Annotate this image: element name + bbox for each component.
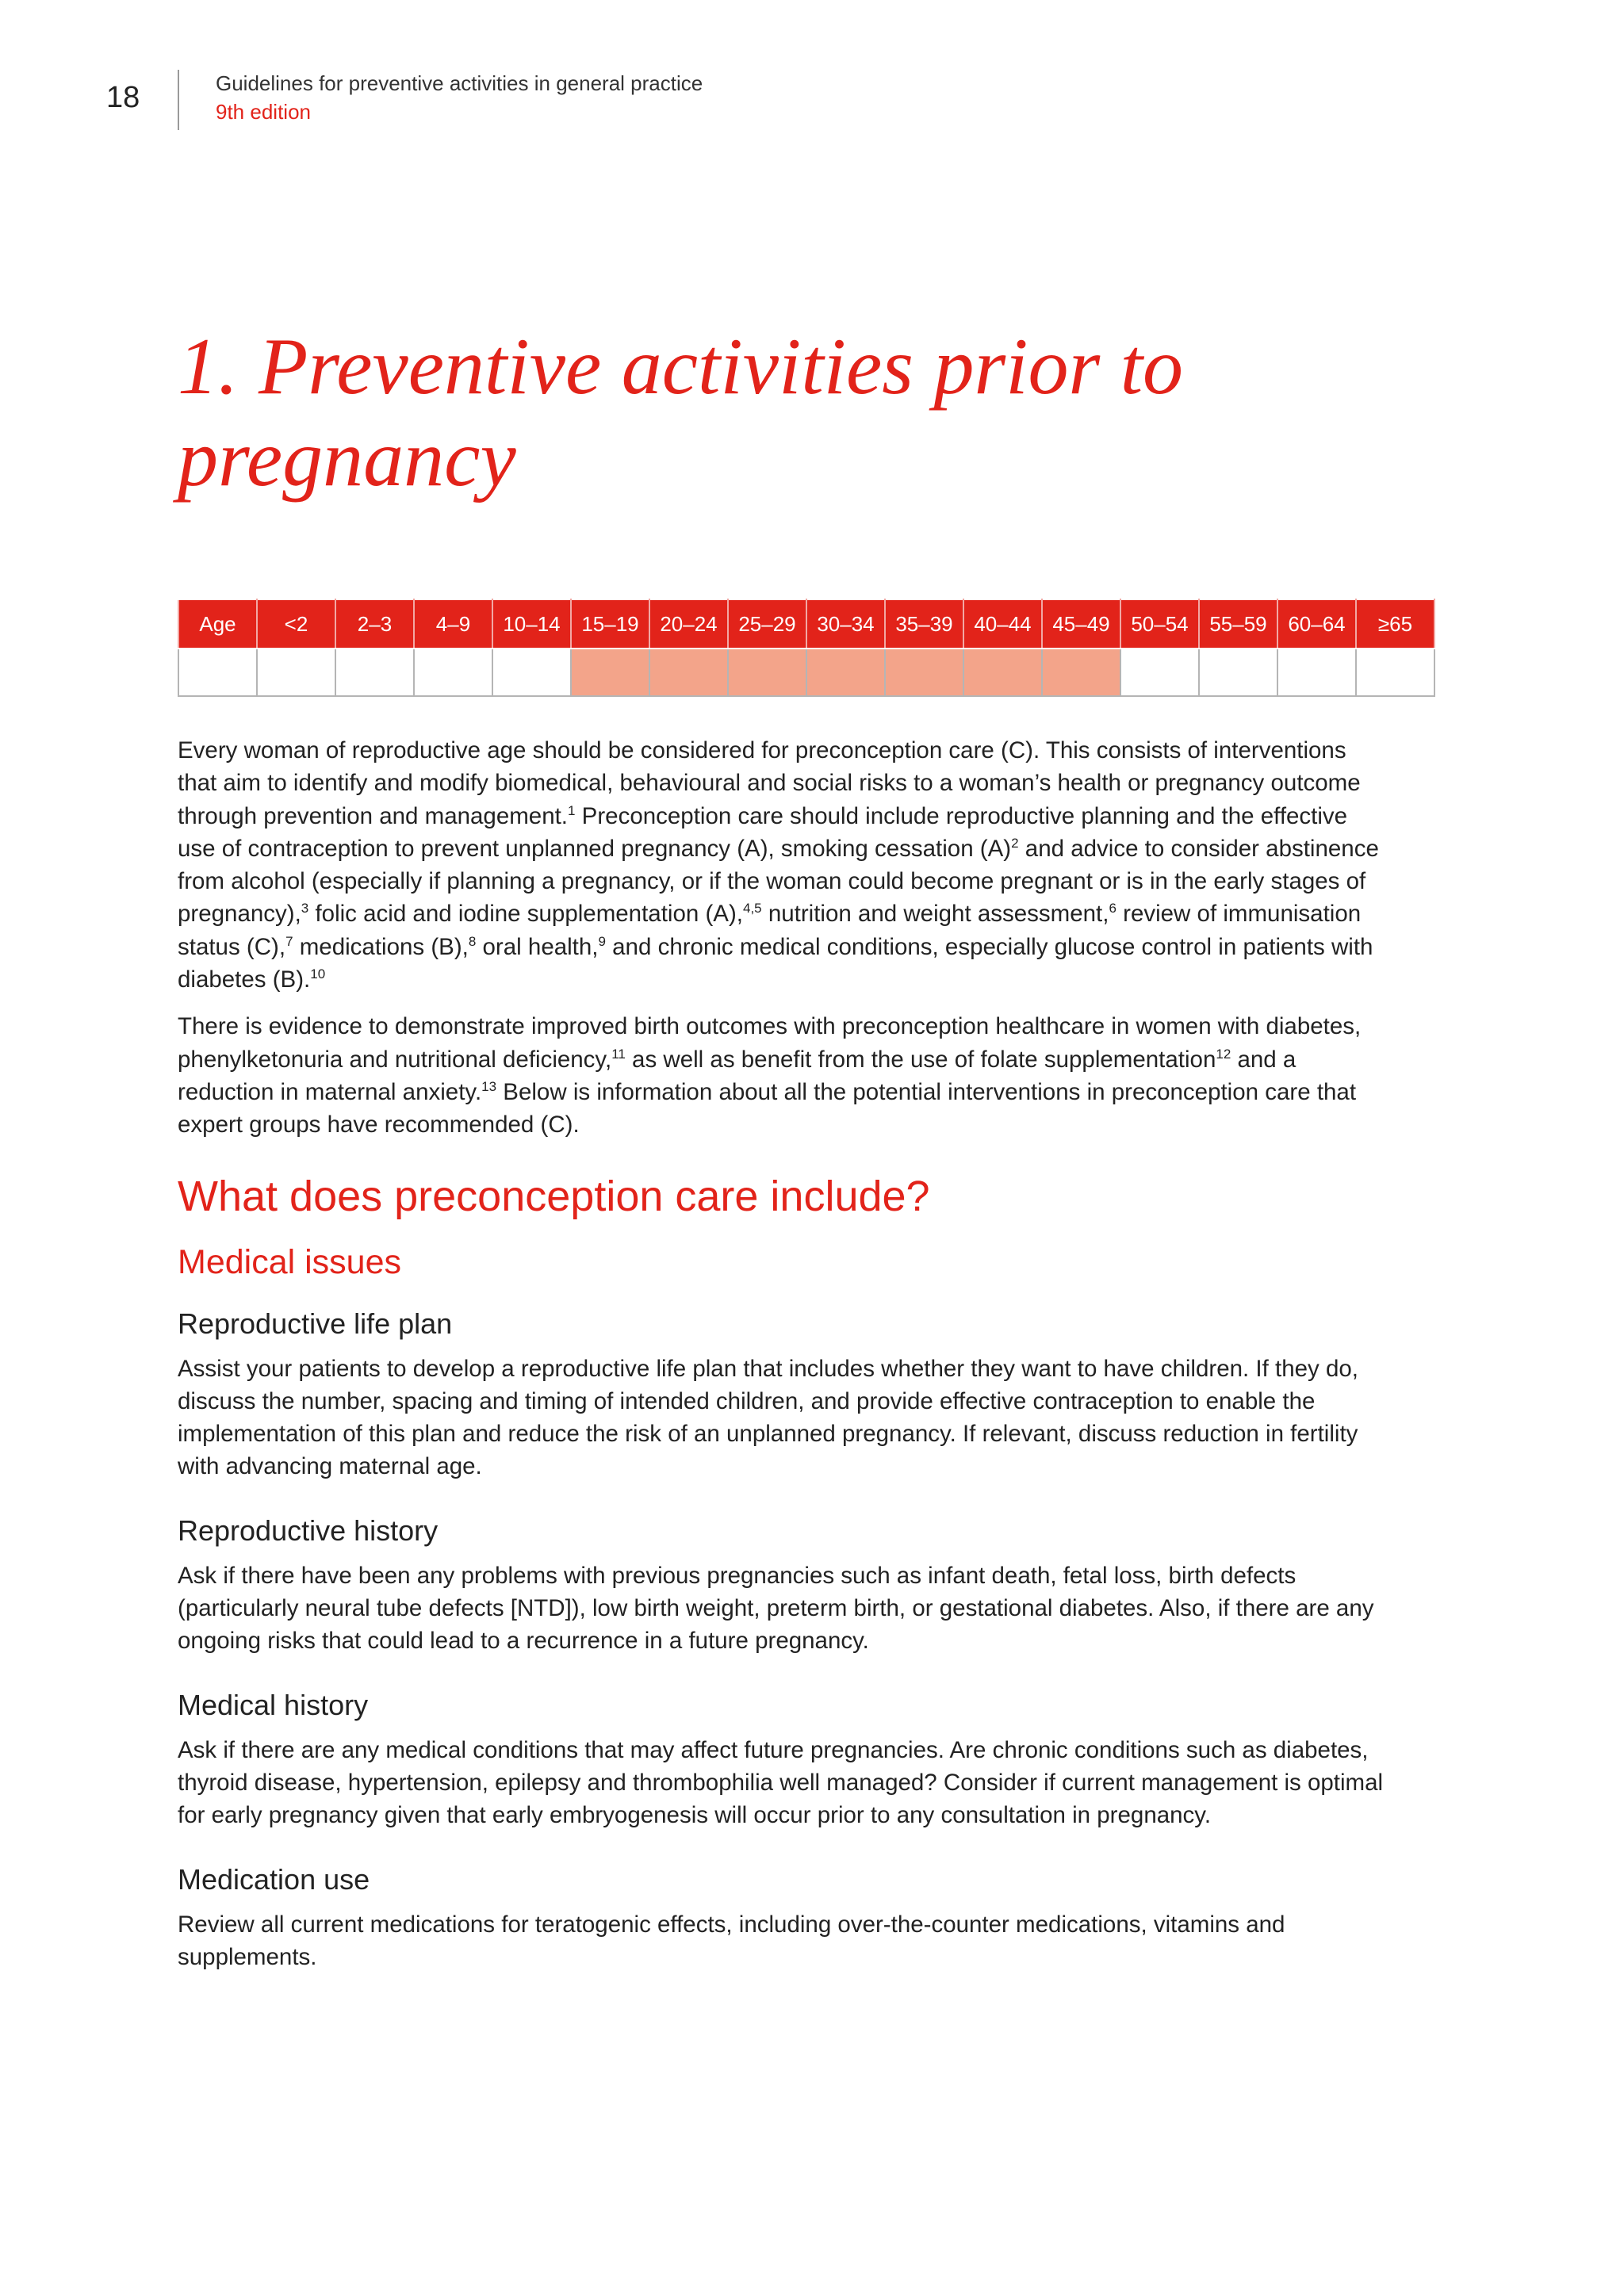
paragraph-text: and advice to consider abstinence from alcohol (especially if planning a pregnancy, or if the woman could become pregnant or is in the early stages of pregnancy), xyxy=(178,835,1379,928)
paragraph-text: and chronic medical conditions, especially glucose control in patients with diabetes (B). xyxy=(178,933,1373,993)
topic-heading: Medical history xyxy=(178,1688,369,1721)
main-content xyxy=(178,321,1413,1973)
header-divider xyxy=(178,70,179,130)
section-heading: What does preconception care include? xyxy=(178,1172,930,1220)
paragraph-text: review of immunisation status (C), xyxy=(178,901,1362,960)
age-label-cell xyxy=(178,649,257,696)
page-header xyxy=(0,65,1624,136)
topic-heading: Reproductive history xyxy=(178,1513,439,1547)
intro-paragraph-1 xyxy=(178,734,1391,996)
citation-reference: 3 xyxy=(301,901,309,916)
age-cell-applicable xyxy=(963,649,1042,696)
citation-reference: 1 xyxy=(568,802,576,818)
age-cell-applicable xyxy=(1042,649,1120,696)
paragraph-text: medications (B), xyxy=(293,933,469,960)
topic-medical-history xyxy=(178,1686,1391,1832)
paragraph-text: Every woman of reproductive age should be considered for preconception care (C). This consists of interventions that aim to identify and modify biomedical, behavioural and social risks to a woman’s health or pregnancy outcome through prevention and management. xyxy=(178,737,1361,829)
age-cell-not-applicable xyxy=(1356,649,1434,696)
citation-reference: 12 xyxy=(1216,1046,1231,1062)
citation-reference: 10 xyxy=(310,966,326,982)
topic-text: Assist your patients to develop a reproductive life plan that includes whether they want to have children. If they do, discuss the number, spacing and timing of intended children, and provide effective contraception to enable the implementation of this plan and reduce the risk of an unplanned pregnancy. If relevant, discuss reduction in fertility with advancing maternal age. xyxy=(178,1355,1358,1480)
citation-reference: 11 xyxy=(611,1046,626,1062)
age-group-header: 4–9 xyxy=(414,599,492,649)
citation-reference: 2 xyxy=(1011,836,1019,851)
age-group-header: 45–49 xyxy=(1042,599,1120,649)
age-group-header: 60–64 xyxy=(1277,599,1356,649)
paragraph-text: oral health, xyxy=(476,933,599,960)
citation-reference: 4,5 xyxy=(742,901,762,916)
age-cell-not-applicable xyxy=(1199,649,1277,696)
topic-heading: Medication use xyxy=(178,1862,370,1896)
age-cell-applicable xyxy=(806,649,885,696)
age-group-header: 40–44 xyxy=(963,599,1042,649)
age-cell-not-applicable xyxy=(492,649,571,696)
paragraph-text: as well as benefit from the use of folate supplementation xyxy=(625,1046,1216,1073)
citation-reference: 8 xyxy=(468,933,477,949)
topic-text: Ask if there are any medical conditions that may affect future pregnancies. Are chronic conditions such as diabetes, thyroid disease, hypertension, epilepsy and thrombophilia well managed? Consider if current management is optimal for early pregnancy given that early embryogenesis will occur prior to any consultation in pregnancy. xyxy=(178,1736,1384,1829)
age-group-header: 25–29 xyxy=(728,599,806,649)
paragraph-text: Below is information about all the potential interventions in preconception care that expert groups have recommended (C). xyxy=(178,1078,1357,1138)
age-applicability-table xyxy=(178,599,1435,697)
age-group-header: <2 xyxy=(257,599,335,649)
age-group-header: 15–19 xyxy=(571,599,649,649)
age-cell-not-applicable xyxy=(257,649,335,696)
citation-reference: 6 xyxy=(1109,901,1116,916)
age-group-header: 50–54 xyxy=(1120,599,1199,649)
citation-reference: 7 xyxy=(285,933,293,949)
age-group-header: 10–14 xyxy=(492,599,571,649)
topic-medication-use xyxy=(178,1861,1391,1974)
age-cell-not-applicable xyxy=(335,649,414,696)
topic-text: Ask if there have been any problems with previous pregnancies such as infant death, fetal loss, birth defects (particularly neural tube defects [NTD]), low birth weight, preterm birth, or gestational diabetes. Also, if there are any ongoing risks that could lead to a recurrence in a future pregnancy. xyxy=(178,1562,1374,1655)
paragraph-text: folic acid and iodine supplementation (A), xyxy=(308,901,743,928)
citation-reference: 9 xyxy=(598,933,606,949)
age-cell-applicable xyxy=(728,649,806,696)
paragraph-text: There is evidence to demonstrate improved birth outcomes with preconception healthcare in women with diabetes, phenylketonuria and nutritional deficiency, xyxy=(178,1013,1362,1073)
paragraph-text: and a reduction in maternal anxiety. xyxy=(178,1046,1297,1105)
age-group-header: 30–34 xyxy=(806,599,885,649)
topic-reproductive-life-plan xyxy=(178,1305,1391,1483)
age-cell-not-applicable xyxy=(1120,649,1199,696)
age-cell-not-applicable xyxy=(414,649,492,696)
document-title: Guidelines for preventive activities in general practice xyxy=(216,71,703,95)
citation-reference: 13 xyxy=(481,1079,497,1095)
topic-heading: Reproductive life plan xyxy=(178,1307,453,1340)
document-edition: 9th edition xyxy=(216,100,311,124)
age-group-header: 2–3 xyxy=(335,599,414,649)
page-number: 18 xyxy=(106,81,140,114)
age-group-header: 20–24 xyxy=(649,599,728,649)
age-cell-applicable xyxy=(571,649,649,696)
age-header-label: Age xyxy=(178,599,257,649)
topic-reproductive-history xyxy=(178,1512,1391,1658)
age-cell-applicable xyxy=(649,649,728,696)
age-cell-applicable xyxy=(885,649,963,696)
chapter-title: 1. Preventive activities prior to pregnancy xyxy=(178,322,1184,503)
paragraph-text: nutrition and weight assessment, xyxy=(761,901,1109,928)
age-cell-not-applicable xyxy=(1277,649,1356,696)
subsection-heading: Medical issues xyxy=(178,1242,401,1281)
paragraph-text: Preconception care should include reproductive planning and the effective use of contraception to prevent unplanned pregnancy (A), smoking cessation (A) xyxy=(178,802,1348,862)
age-group-header: 55–59 xyxy=(1199,599,1277,649)
age-group-header: 35–39 xyxy=(885,599,963,649)
age-group-header: ≥65 xyxy=(1356,599,1434,649)
age-applicability-row xyxy=(178,649,1434,696)
intro-paragraph-2 xyxy=(178,1010,1391,1141)
topic-text: Review all current medications for teratogenic effects, including over-the-counter medications, vitamins and supplements. xyxy=(178,1911,1285,1970)
age-header-row xyxy=(178,599,1434,649)
